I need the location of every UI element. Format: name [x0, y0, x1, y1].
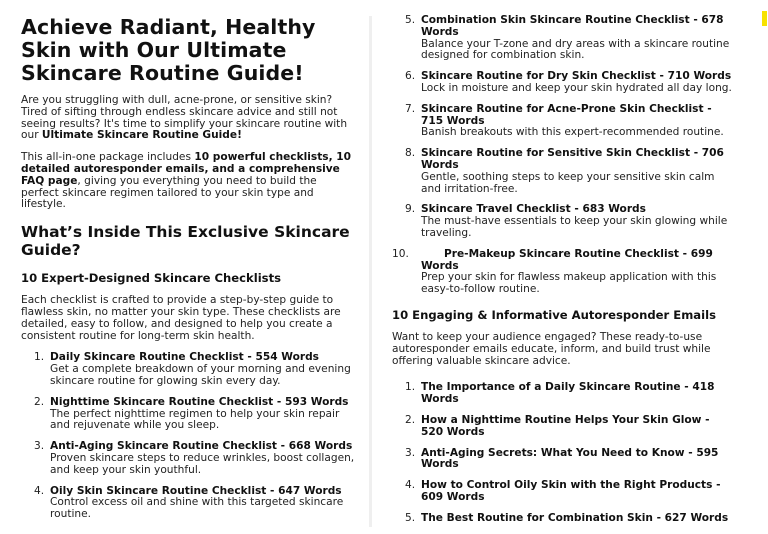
item-description: Control excess oil and shine with this targeted skincare routine. [50, 496, 344, 521]
item-number: 1. [34, 351, 45, 364]
item-number: 2. [405, 413, 416, 426]
item-title: Nighttime Skincare Routine Checklist - 593 Words [50, 395, 349, 408]
package-bold-text: 10 powerful checklists, 10 detailed autoresponder emails, and a comprehensive FAQ page [21, 151, 352, 187]
item-title: Oily Skin Skincare Routine Checklist - 647 Words [50, 484, 342, 497]
emails-list [392, 382, 732, 524]
email-item [392, 513, 732, 525]
item-description: Balance your T-zone and dry areas with a skincare routine designed for combination skin. [421, 37, 730, 62]
checklist-item [392, 204, 732, 239]
checklist-item [392, 104, 732, 139]
item-title: Daily Skincare Routine Checklist - 554 Words [50, 351, 319, 364]
checklist-item [21, 486, 357, 521]
item-title: The Importance of a Daily Skincare Routine - 418 Words [421, 381, 715, 406]
item-description: The must-have essentials to keep your skin glowing while traveling. [421, 215, 728, 239]
item-title: The Best Routine for Combination Skin - 627 Words [421, 511, 729, 524]
checklist-item [21, 441, 357, 476]
checklist-item [392, 148, 732, 195]
intro-text: Are you struggling with dull, acne-prone, or sensitive skin? Tired of sifting through endless skincare advice and still not seeing results? It's time to simplify your skincare routine with our [21, 94, 348, 142]
item-number: 3. [405, 446, 416, 459]
item-number: 1. [405, 381, 416, 394]
item-description: Proven skincare steps to reduce wrinkles, boost collagen, and keep your skin youthful. [50, 451, 355, 476]
item-description: Gentle, soothing steps to keep your sensitive skin calm and irritation-free. [421, 170, 715, 195]
item-number: 6. [405, 70, 416, 83]
checklist-item [392, 71, 732, 95]
item-description: The perfect nighttime regimen to help your skin repair and rejuvenate while you sleep. [50, 407, 340, 432]
checklist-item [21, 397, 357, 432]
item-title: Skincare Routine for Dry Skin Checklist - 710 Words [421, 70, 732, 83]
emails-heading: 10 Engaging & Informative Autoresponder Emails [392, 307, 716, 322]
item-number: 4. [405, 479, 416, 492]
item-title: Combination Skin Skincare Routine Checklist - 678 Words [421, 14, 724, 38]
checklists-list-part-2 [392, 15, 732, 296]
right-column [392, 0, 732, 534]
checklist-item [392, 249, 732, 296]
highlight-marker [762, 11, 767, 26]
item-title: How to Control Oily Skin with the Right Products - 609 Words [421, 479, 721, 503]
email-item [392, 448, 732, 472]
item-number: 2. [34, 395, 45, 408]
email-item [392, 382, 732, 406]
column-divider [369, 16, 372, 527]
item-description: Get a complete breakdown of your morning and evening skincare routine for glowing skin every day. [50, 363, 351, 387]
package-text-end: , giving you everything you need to build the perfect skincare regimen tailored to your skin type and lifestyle. [21, 174, 317, 211]
item-title: How a Nighttime Routine Helps Your Skin Glow - 520 Words [421, 413, 710, 438]
intro-bold-text: Ultimate Skincare Routine Guide! [41, 129, 242, 142]
checklists-list-part-1 [21, 352, 357, 521]
page-title: Achieve Radiant, Healthy Skin with Our Ultimate Skincare Routine Guide! [21, 15, 316, 85]
item-number: 4. [34, 484, 45, 497]
item-number: 5. [405, 511, 416, 524]
intro-paragraph-2 [21, 152, 357, 211]
item-description: Prep your skin for flawless makeup application with this easy-to-follow routine. [421, 271, 717, 296]
item-number: 9. [405, 203, 416, 216]
item-number: 10. [392, 247, 409, 260]
email-item [392, 415, 732, 439]
left-column [21, 0, 357, 530]
intro-paragraph-1 [21, 95, 357, 142]
section-heading: What’s Inside This Exclusive Skincare Guide? [21, 223, 350, 260]
checklists-heading: 10 Expert-Designed Skincare Checklists [21, 271, 282, 286]
item-title: Skincare Routine for Acne-Prone Skin Checklist - 715 Words [421, 102, 712, 127]
item-title: Anti-Aging Skincare Routine Checklist - 668 Words [50, 440, 353, 453]
item-description: Lock in moisture and keep your skin hydrated all day long. [421, 81, 732, 94]
item-title: Skincare Routine for Sensitive Skin Checklist - 706 Words [421, 147, 724, 171]
checklist-item [392, 15, 732, 62]
item-title: Anti-Aging Secrets: What You Need to Know - 595 Words [421, 446, 719, 471]
item-number: 5. [405, 14, 416, 26]
emails-intro: Want to keep your audience engaged? These ready-to-use autoresponder emails educate, inform, and build trust while offering valuable skincare advice. [392, 330, 711, 367]
checklists-intro: Each checklist is crafted to provide a step-by-step guide to flawless skin, no matter your skin type. These checklists are detailed, easy to follow, and designed to help you create a consistent routine for long-term skin health. [21, 294, 341, 342]
item-title: Pre-Makeup Skincare Routine Checklist - 699 Words [421, 247, 713, 272]
item-number: 8. [405, 147, 416, 160]
item-title: Skincare Travel Checklist - 683 Words [421, 203, 646, 216]
item-number: 3. [34, 440, 45, 453]
package-text: This all-in-one package includes [21, 151, 195, 164]
checklist-item [21, 352, 357, 387]
email-item [392, 480, 732, 504]
item-description: Banish breakouts with this expert-recommended routine. [421, 126, 724, 139]
item-number: 7. [405, 102, 416, 115]
